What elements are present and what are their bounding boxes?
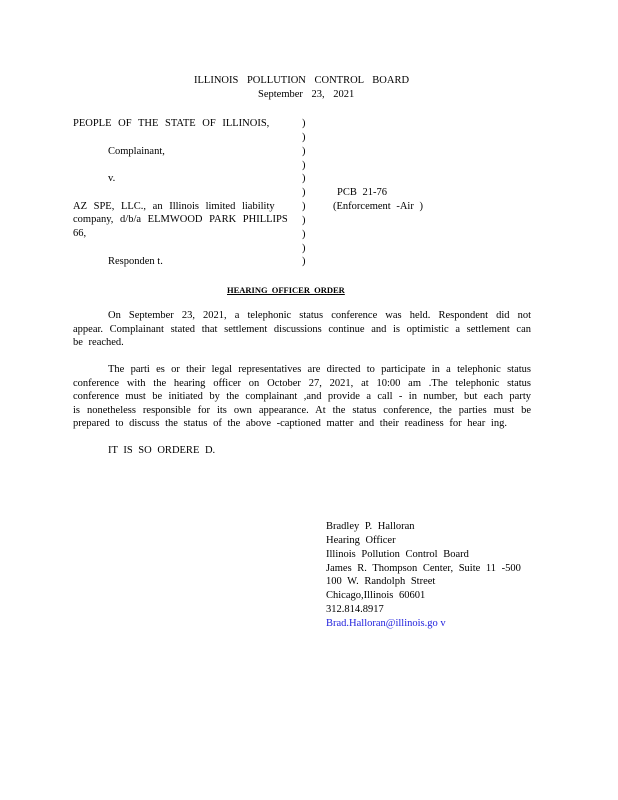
- paragraph-directive: [73, 363, 531, 431]
- so-ordered: IT IS SO ORDERE D.: [108, 445, 216, 456]
- paragraph-status: [73, 309, 531, 350]
- caption-divider: [302, 117, 306, 269]
- signature-title: Hearing Officer: [326, 535, 396, 546]
- paren: ): [302, 159, 306, 171]
- order-title: HEARING OFFICER ORDER: [227, 285, 345, 295]
- signature-phone: 312.814.8917: [326, 604, 384, 615]
- signature-address-line2: 100 W. Randolph Street: [326, 576, 436, 587]
- paren: ): [302, 131, 306, 143]
- case-number: PCB 21-76: [337, 187, 387, 198]
- order-date: September 23, 2021: [258, 89, 355, 100]
- paren: ): [302, 145, 306, 157]
- signature-email-link[interactable]: Brad.Halloran@illinois.go v: [326, 618, 446, 629]
- complainant-label: Complainant,: [108, 146, 165, 157]
- paren: ): [302, 228, 306, 240]
- paren: ): [302, 242, 306, 254]
- plaintiff-name: PEOPLE OF THE STATE OF ILLINOIS,: [73, 118, 270, 129]
- defendant-name-line2: company, d/b/a ELMWOOD PARK PHILLIPS: [73, 214, 288, 225]
- paragraph-text: The parti es or their legal representatives are directed to participate in a telephonic status conference with the hearing officer on October 27, 2021, at 10:00 am .The telephonic status conference must be initiated by the complainant ,and provide a call - in number, but each party is nonetheless responsible for its own appearance. At the status conference, the parties must be prepared to discuss the status of the above -captioned matter and their readiness for hear ing.: [73, 364, 531, 429]
- paren: ): [302, 187, 306, 199]
- defendant-name-line1: AZ SPE, LLC., an Illinois limited liability: [73, 201, 275, 212]
- signature-city: Chicago,Illinois 60601: [326, 590, 426, 601]
- signature-name: Bradley P. Halloran: [326, 521, 415, 532]
- paragraph-text: On September 23, 2021, a telephonic status conference was held. Respondent did not appear. Complainant stated that settlement discussions continue and is optimistic a settlement can be reached.: [73, 310, 531, 348]
- paren: ): [302, 214, 306, 226]
- versus-label: v.: [108, 173, 116, 184]
- paren: ): [302, 201, 306, 213]
- signature-agency: Illinois Pollution Control Board: [326, 549, 469, 560]
- agency-heading: ILLINOIS POLLUTION CONTROL BOARD: [194, 75, 410, 86]
- signature-address-line1: James R. Thompson Center, Suite 11 -500: [326, 563, 521, 574]
- respondent-label: Responden t.: [108, 256, 163, 267]
- paren: ): [302, 256, 306, 268]
- paren: ): [302, 173, 306, 185]
- defendant-name-line3: 66,: [73, 228, 87, 239]
- case-type: (Enforcement -Air ): [333, 201, 423, 212]
- paren: ): [302, 118, 306, 129]
